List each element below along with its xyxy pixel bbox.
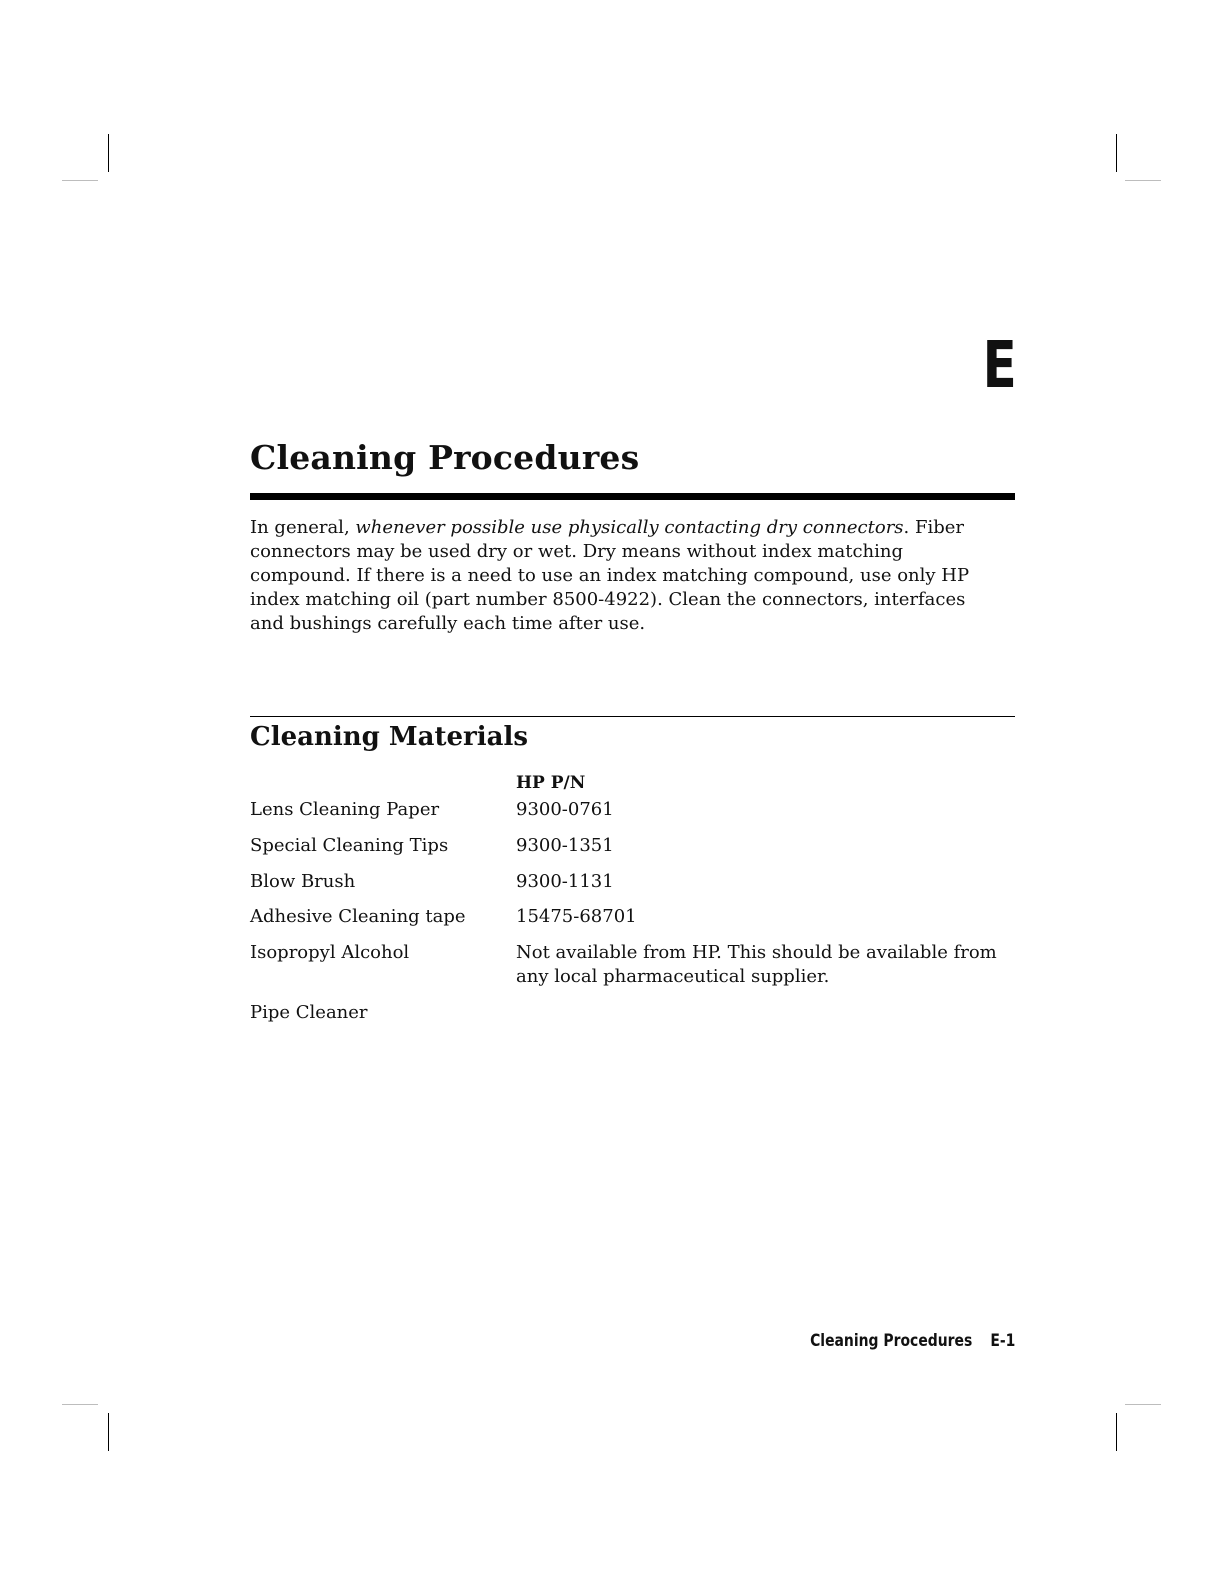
crop-mark-top-right	[1116, 134, 1117, 172]
material-part-number: 9300-1351	[516, 835, 614, 856]
crop-mark-top-left	[108, 134, 109, 172]
intro-rest: . Fiber connectors may be used dry or wet. Dry means without index matching compound. If there is a need to use an index matching compound, use only HP index matching oil (part number 8500-4922). Clean the connectors, interfaces and bushings carefully each time after use.	[250, 517, 970, 634]
material-name: Isopropyl Alcohol	[250, 942, 410, 963]
material-name: Lens Cleaning Paper	[250, 799, 440, 820]
material-part-number: Not available from HP. This should be available from any local pharmaceutical supplier.	[516, 942, 997, 987]
material-name: Special Cleaning Tips	[250, 835, 449, 856]
title-rule	[250, 493, 1015, 500]
intro-paragraph	[250, 516, 1020, 636]
footer-section-title: Cleaning Procedures	[809, 1331, 972, 1351]
crop-mark-bottom-left-h	[62, 1404, 98, 1405]
page-number: E-1	[989, 1331, 1015, 1351]
section-title: Cleaning Materials	[250, 722, 528, 752]
intro-lead: In general,	[250, 517, 356, 538]
material-part-number: 9300-0761	[516, 799, 614, 820]
chapter-letter: E	[982, 329, 1017, 403]
page-footer	[810, 1330, 1015, 1352]
material-name: Adhesive Cleaning tape	[250, 906, 466, 927]
intro-emphasis: whenever possible use physically contacting dry connectors	[355, 517, 904, 538]
material-name: Blow Brush	[250, 871, 356, 892]
material-part-number: 15475-68701	[516, 906, 637, 927]
crop-mark-bottom-right-h	[1125, 1404, 1161, 1405]
part-number-column-header: HP P/N	[516, 773, 586, 793]
crop-mark-bottom-right	[1116, 1413, 1117, 1451]
material-name: Pipe Cleaner	[250, 1002, 368, 1023]
crop-mark-top-left-h	[62, 180, 98, 181]
crop-mark-bottom-left	[108, 1413, 109, 1451]
section-rule	[250, 716, 1015, 717]
crop-mark-top-right-h	[1125, 180, 1161, 181]
page-title: Cleaning Procedures	[250, 438, 640, 477]
material-part-number: 9300-1131	[516, 871, 614, 892]
